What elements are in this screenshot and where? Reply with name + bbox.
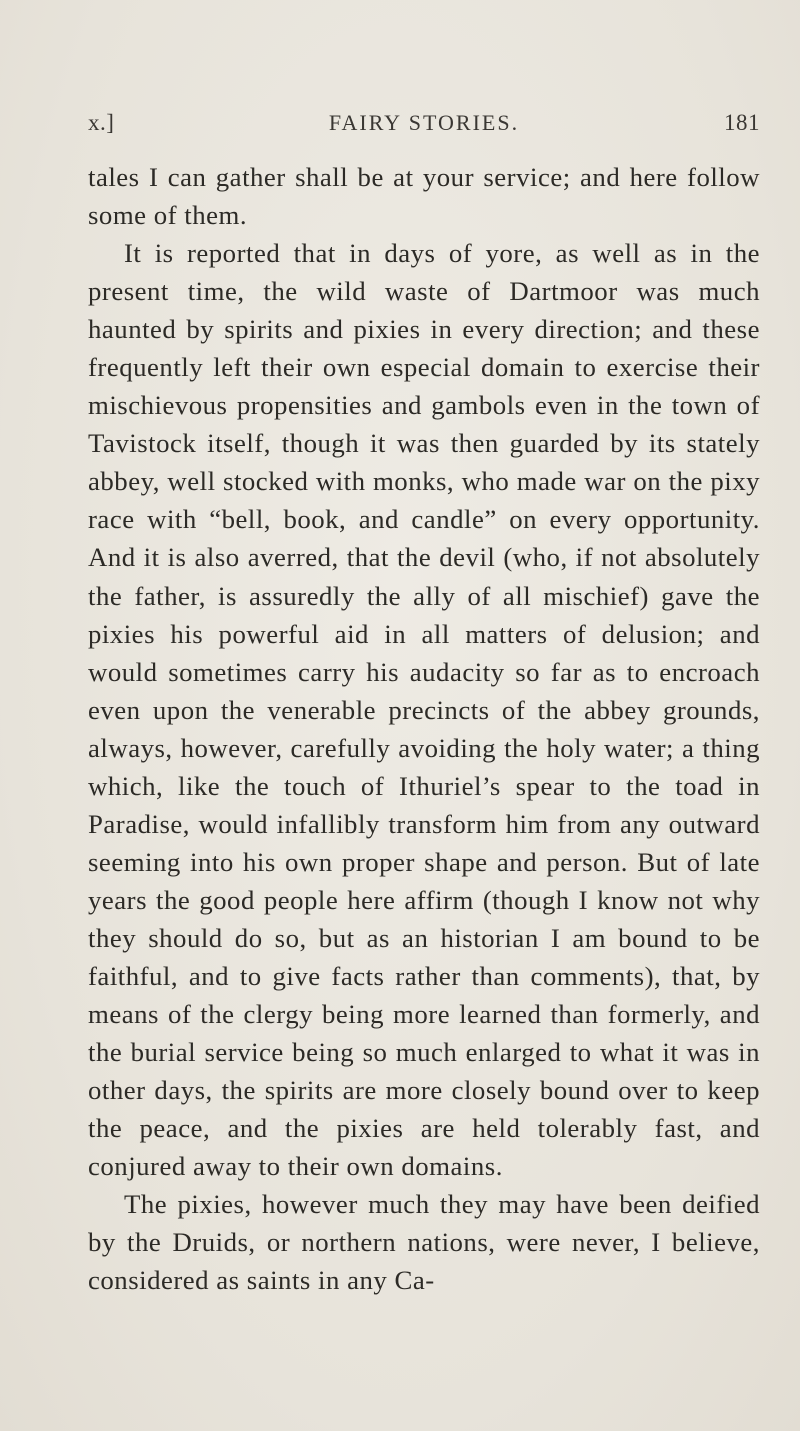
paragraph-continuation: tales I can gather shall be at your service; and here follow some of them. xyxy=(88,162,760,231)
body-text xyxy=(88,158,760,1299)
chapter-marker: x.] xyxy=(88,110,115,135)
running-title: FAIRY STORIES. xyxy=(328,110,520,135)
paragraph-pixies-deified: The pixies, however much they may have been deified by the Druids, or northern nations, were never, I believe, considered as saints in any Ca- xyxy=(88,1189,760,1296)
page-number: 181 xyxy=(724,110,760,135)
paragraph-dartmoor-pixies: It is reported that in days of yore, as well as in the present time, the wild waste of Dartmoor was much haunted by spirits and pixies in every direction; and these frequently left their own especial domain to exercise their mischievous propensities and gambols even in the town of Tavistock itself, though it was then guarded by its stately abbey, well stocked with monks, who made war on the pixy race with “bell, book, and candle” on every opportunity. And it is also averred, that the devil (who, if not absolutely the father, is assuredly the ally of all mischief) gave the pixies his powerful aid in all matters of delusion; and would sometimes carry his audacity so far as to encroach even upon the venerable precincts of the abbey grounds, always, however, carefully avoiding the holy water; a thing which, like the touch of Ithuriel’s spear to the toad in Paradise, would infallibly transform him from any outward seeming into his own proper shape and person. But of late years the good people here affirm (though I know not why they should do so, but as an historian I am bound to be faithful, and to give facts rather than comments), that, by means of the clergy being more learned than formerly, and the burial service being so much enlarged to what it was in other days, the spirits are more closely bound over to keep the peace, and the pixies are held tolerably fast, and conjured away to their own domains. xyxy=(88,238,760,1182)
running-head xyxy=(88,110,760,150)
